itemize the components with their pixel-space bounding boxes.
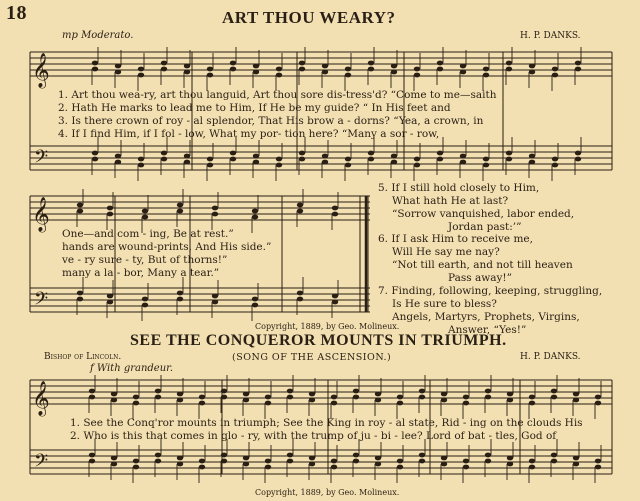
svg-text:𝄢: 𝄢 (34, 147, 49, 172)
tempo-marking: mp Moderato. (62, 30, 134, 41)
copyright-notice: Copyright, 1889, by Geo. Molineux. (255, 488, 400, 497)
verse-line-continued: many a la - bor, Many a tear.” (62, 267, 220, 279)
verse-line: 3. Is there crown of roy - al splendor, That His brow a - dorns? “Yea, a crown, in (58, 115, 484, 127)
svg-text:𝄞: 𝄞 (32, 53, 50, 88)
verse-line-continued: One—and com - ing, Be at rest.” (62, 228, 234, 240)
composer-name: H. P. DANKS. (520, 352, 581, 362)
verse-line: 2. Hath He marks to lead me to Him, If He be my guide? “ In His feet and (58, 102, 451, 114)
svg-text:𝄢: 𝄢 (34, 289, 49, 314)
tempo-marking: f With grandeur. (90, 363, 174, 374)
side-verse-7: 7. Finding, following, keeping, struggling, Is He sure to bless? Angels, Martyrs, Prophets, Virgins, Answer, “Yes!” (378, 285, 603, 336)
svg-text:𝄞: 𝄞 (32, 381, 50, 416)
verse-line: 2. Who is this that comes in glo - ry, with the trump of ju - bi - lee? Lord of bat - tles, God of (70, 430, 557, 442)
copyright-notice: Copyright, 1889, by Geo. Molineux. (255, 322, 400, 331)
author-name: Bishop of Lincoln. (44, 352, 122, 362)
hymn-subtitle: (SONG OF THE ASCENSION.) (232, 352, 392, 363)
svg-text:𝄢: 𝄢 (34, 451, 49, 476)
verse-line: 1. Art thou wea-ry, art thou languid, Art thou sore dis-tress'd? “Come to me—saith (58, 89, 497, 101)
verse-line: 1. See the Conq'ror mounts in triumph; See the King in roy - al state, Rid - ing on the clouds His (70, 417, 583, 429)
verse-line-continued: hands are wound-prints, And His side.” (62, 241, 272, 253)
svg-text:𝄞: 𝄞 (32, 197, 50, 232)
verse-line-continued: ve - ry sure - ty, But of thorns!” (62, 254, 228, 266)
hymn-title: SEE THE CONQUEROR MOUNTS IN TRIUMPH. (130, 332, 507, 349)
hymn-title: ART THOU WEARY? (222, 8, 396, 27)
composer-name: H. P. DANKS. (520, 31, 581, 41)
side-verse-5: 5. If I still hold closely to Him, What hath He at last? “Sorrow vanquished, labor ended, Jordan past:’” (378, 182, 575, 233)
side-verse-6: 6. If I ask Him to receive me, Will He say me nay? “Not till earth, and not till heaven Pass away!” (378, 233, 573, 284)
verse-line: 4. If I find Him, if I fol - low, What my por- tion here? “Many a sor - row, (58, 128, 440, 140)
page-number: 18 (6, 2, 27, 24)
